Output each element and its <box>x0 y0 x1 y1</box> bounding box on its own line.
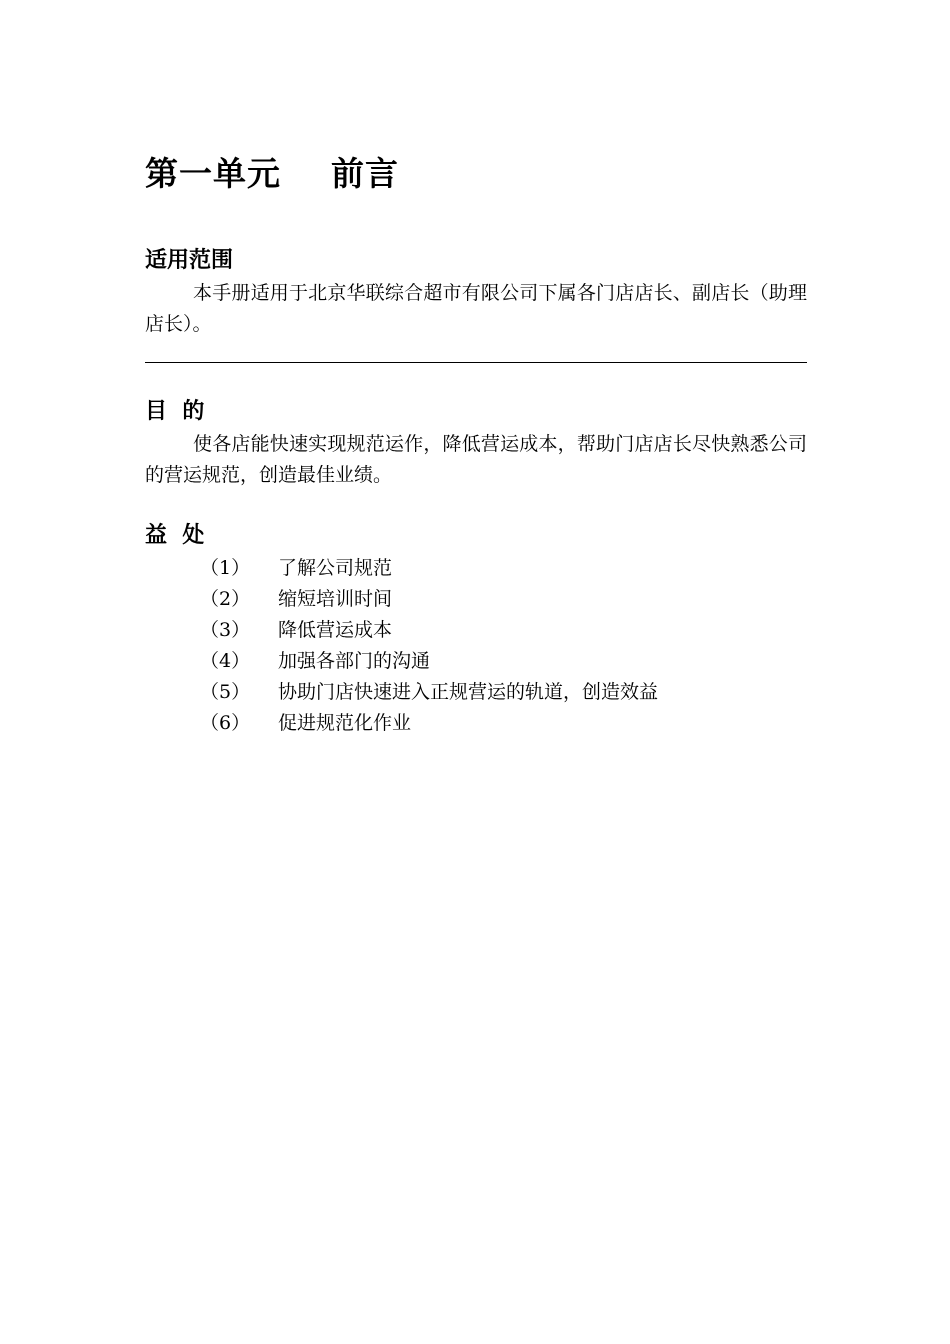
list-item-number: （1） <box>200 557 251 579</box>
list-item <box>200 677 658 708</box>
list-item-number: （5） <box>200 681 251 703</box>
list-item-number: （6） <box>200 712 251 734</box>
list-item-text: 了解公司规范 <box>278 557 393 579</box>
scope-paragraph: 本手册适用于北京华联综合超市有限公司下属各门店店长、副店长（助理店长）。 <box>145 282 807 335</box>
purpose-paragraph: 使各店能快速实现规范运作，降低营运成本，帮助门店店长尽快熟悉公司的营运规范，创造最佳业绩。 <box>145 433 807 486</box>
benefits-heading: 益 处 <box>145 523 205 548</box>
purpose-heading: 目 的 <box>145 399 205 424</box>
list-item <box>200 646 658 677</box>
list-item-text: 协助门店快速进入正规营运的轨道，创造效益 <box>278 681 659 703</box>
section-divider <box>145 362 807 363</box>
list-item <box>200 553 658 584</box>
list-item-text: 缩短培训时间 <box>278 588 393 610</box>
list-item-text: 降低营运成本 <box>278 619 393 641</box>
list-item-number: （2） <box>200 588 251 610</box>
list-item-number: （4） <box>200 650 251 672</box>
list-item <box>200 708 658 739</box>
list-item-text: 加强各部门的沟通 <box>278 650 431 672</box>
list-item <box>200 584 658 615</box>
list-item-number: （3） <box>200 619 251 641</box>
chapter-title: 第一单元 前言 <box>145 154 399 193</box>
list-item-text: 促进规范化作业 <box>278 712 412 734</box>
list-item <box>200 615 658 646</box>
benefits-list <box>200 553 658 739</box>
scope-heading: 适用范围 <box>145 248 234 273</box>
